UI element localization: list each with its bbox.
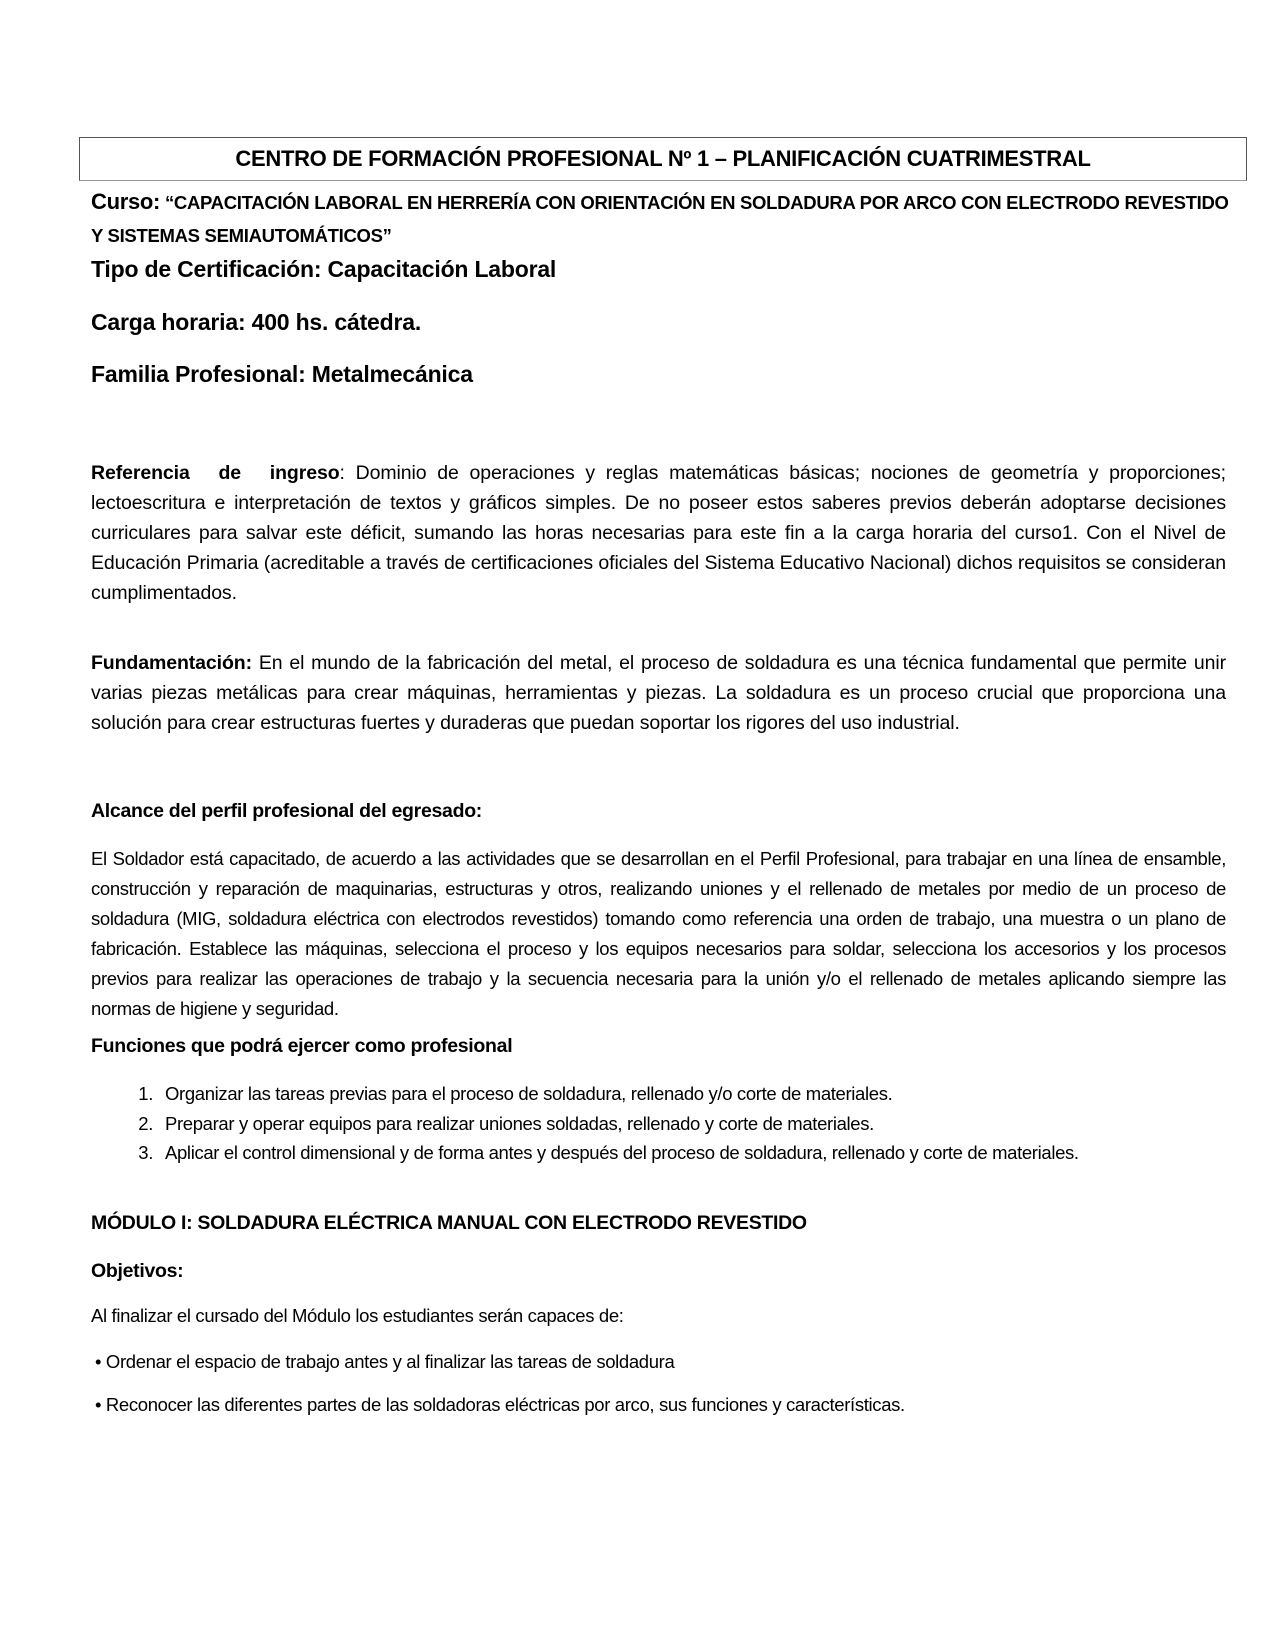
entry-reference-text: : Dominio de operaciones y reglas matemáticas básicas; nociones de geometría y proporciones; lectoescritura e interpretación de textos y gráficos simples. De no poseer estos saberes previos deberán adoptarse decisiones curriculares para salvar este déficit, sumando las horas necesarias para este fin a la carga horaria del curso1. Con el Nivel de Educación Primaria (acreditable a través de certificaciones oficiales del Sistema Educativo Nacional) dichos requisitos se consideran cumplimentados.	[91, 462, 1226, 604]
objectives-intro: Al finalizar el cursado del Módulo los estudiantes serán capaces de:	[91, 1305, 624, 1326]
functions-heading: Funciones que podrá ejercer como profesional	[91, 1035, 513, 1057]
list-item	[91, 1109, 1226, 1139]
course-value: “CAPACITACIÓN LABORAL EN HERRERÍA CON ORIENTACIÓN EN SOLDADURA POR ARCO CON ELECTRODO REVESTIDO Y SISTEMAS SEMIAUTOMÁTICOS”	[91, 192, 1229, 246]
list-item-number: 1.	[138, 1083, 153, 1104]
list-item-text: Aplicar el control dimensional y de forma antes y después del proceso de soldadura, rellenado y corte de materiales.	[165, 1142, 1079, 1163]
entry-reference-paragraph	[91, 458, 1226, 608]
profile-scope-paragraph: El Soldador está capacitado, de acuerdo a las actividades que se desarrollan en el Perfil Profesional, para trabajar en una línea de ensamble, construcción y reparación de maquinarias, estructuras y otros, realizando uniones y el rellenado de metales por medio de un proceso de soldadura (MIG, soldadura eléctrica con electrodos revestidos) tomando como referencia una orden de trabajo, una muestra o un plano de fabricación. Establece las máquinas, selecciona el proceso y los equipos necesarios para soldar, selecciona los accesorios y los procesos previos para realizar las operaciones de trabajo y la secuencia necesaria para la unión y/o el rellenado de metales aplicando siempre las normas de higiene y seguridad.	[91, 848, 1226, 1019]
list-item-text: Organizar las tareas previas para el proceso de soldadura, rellenado y/o corte de materiales.	[165, 1083, 893, 1104]
functions-list	[91, 1079, 1226, 1168]
entry-reference-label: Referencia de ingreso	[91, 462, 340, 484]
list-item-number: 3.	[138, 1142, 153, 1163]
foundation-text: En el mundo de la fabricación del metal, el proceso de soldadura es una técnica fundamental que permite unir varias piezas metálicas para crear máquinas, herramientas y piezas. La soldadura es un proceso crucial que proporciona una solución para crear estructuras fuertes y duraderas que puedan soportar los rigores del uso industrial.	[91, 652, 1226, 734]
course-name	[91, 185, 1241, 252]
professional-family: Familia Profesional: Metalmecánica	[91, 361, 473, 387]
document-title: CENTRO DE FORMACIÓN PROFESIONAL Nº 1 – PLANIFICACIÓN CUATRIMESTRAL	[235, 146, 1091, 171]
course-label: Curso:	[91, 189, 161, 214]
foundation-label: Fundamentación:	[91, 652, 253, 674]
foundation-paragraph	[91, 648, 1226, 738]
profile-scope-heading: Alcance del perfil profesional del egresado:	[91, 800, 482, 822]
objective-bullet: • Ordenar el espacio de trabajo antes y al finalizar las tareas de soldadura	[95, 1351, 675, 1372]
list-item-text: Preparar y operar equipos para realizar uniones soldadas, rellenado y corte de materiales.	[165, 1112, 874, 1134]
list-item-number: 2.	[138, 1112, 153, 1134]
list-item	[91, 1079, 1226, 1109]
objectives-heading: Objetivos:	[91, 1260, 184, 1282]
list-item	[91, 1138, 1226, 1168]
objective-bullet: • Reconocer las diferentes partes de las soldadoras eléctricas por arco, sus funciones y características.	[95, 1394, 905, 1415]
certification-type: Tipo de Certificación: Capacitación Laboral	[91, 256, 557, 282]
module-title: MÓDULO I: SOLDADURA ELÉCTRICA MANUAL CON ELECTRODO REVESTIDO	[91, 1212, 807, 1234]
course-hours: Carga horaria: 400 hs. cátedra.	[91, 309, 422, 335]
document-title-box	[79, 137, 1247, 181]
